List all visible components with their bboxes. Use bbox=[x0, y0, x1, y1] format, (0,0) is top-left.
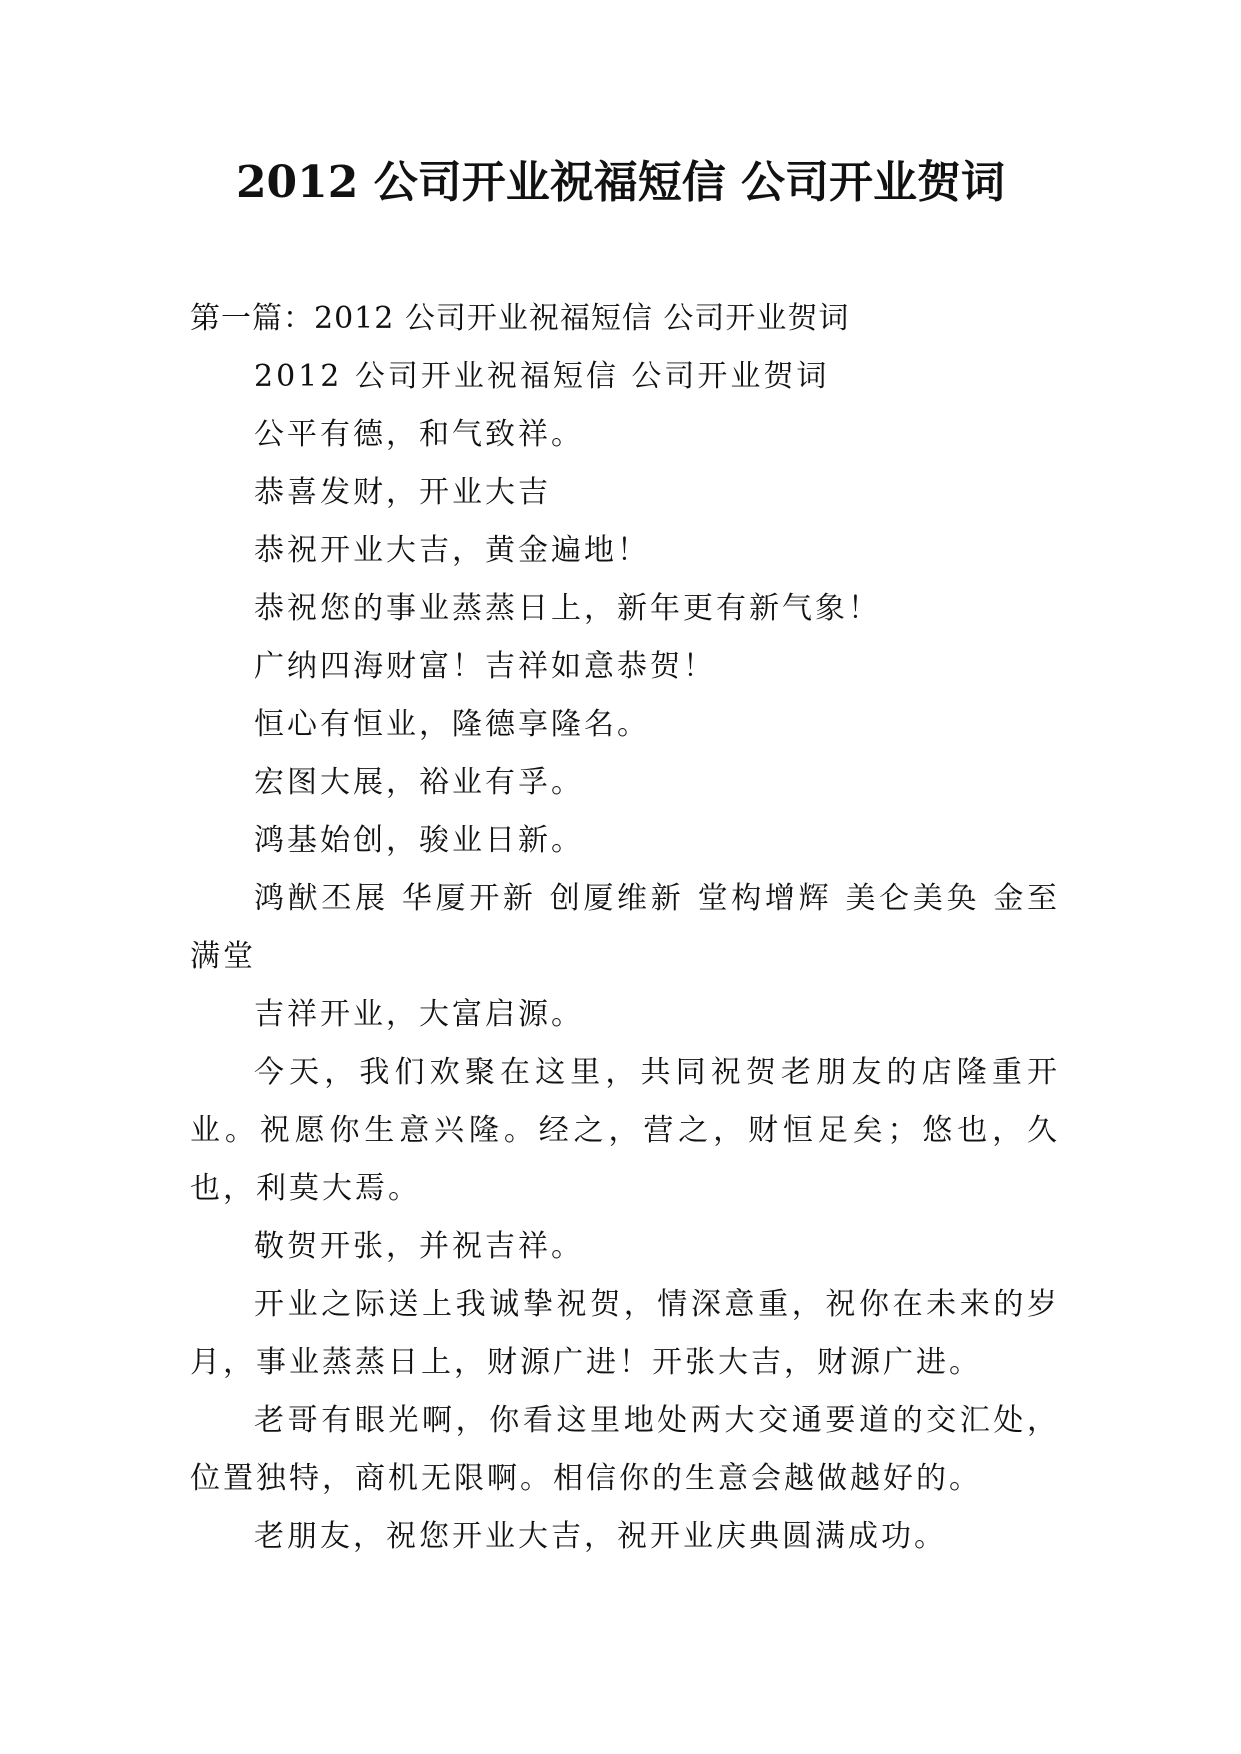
document-title: 2012 公司开业祝福短信 公司开业贺词 bbox=[235, 157, 1006, 208]
paragraph: 恭祝您的事业蒸蒸日上，新年更有新气象！ bbox=[254, 591, 881, 626]
section-heading: 第一篇：2012 公司开业祝福短信 公司开业贺词 bbox=[190, 301, 850, 336]
paragraph: 恭祝开业大吉，黄金遍地！ bbox=[254, 533, 650, 568]
paragraph: 老朋友，祝您开业大吉，祝开业庆典圆满成功。 bbox=[254, 1519, 947, 1554]
paragraph: 敬贺开张，并祝吉祥。 bbox=[254, 1229, 584, 1264]
paragraph: 宏图大展，裕业有孚。 bbox=[254, 765, 584, 800]
paragraph: 2012 公司开业祝福短信 公司开业贺词 bbox=[254, 359, 830, 394]
paragraph: 广纳四海财富！吉祥如意恭贺！ bbox=[254, 649, 716, 684]
paragraph: 公平有德，和气致祥。 bbox=[254, 417, 584, 452]
paragraph: 开业之际送上我诚挚祝贺，情深意重，祝你在未来的岁月，事业蒸蒸日上，财源广进！开张大吉，财源广进。 bbox=[190, 1287, 1060, 1380]
document-body bbox=[190, 290, 1060, 1566]
paragraph: 吉祥开业，大富启源。 bbox=[254, 997, 584, 1032]
paragraph: 鸿猷丕展 华厦开新 创厦维新 堂构增辉 美仑美奂 金至满堂 bbox=[190, 881, 1060, 974]
paragraph: 恭喜发财，开业大吉 bbox=[254, 475, 551, 510]
paragraph: 鸿基始创，骏业日新。 bbox=[254, 823, 584, 858]
paragraph: 老哥有眼光啊，你看这里地处两大交通要道的交汇处，位置独特，商机无限啊。相信你的生意会越做越好的。 bbox=[190, 1403, 1060, 1496]
paragraph: 今天，我们欢聚在这里，共同祝贺老朋友的店隆重开业。祝愿你生意兴隆。经之，营之，财恒足矣；悠也，久也，利莫大焉。 bbox=[190, 1055, 1060, 1206]
paragraph: 恒心有恒业，隆德享隆名。 bbox=[254, 707, 650, 742]
